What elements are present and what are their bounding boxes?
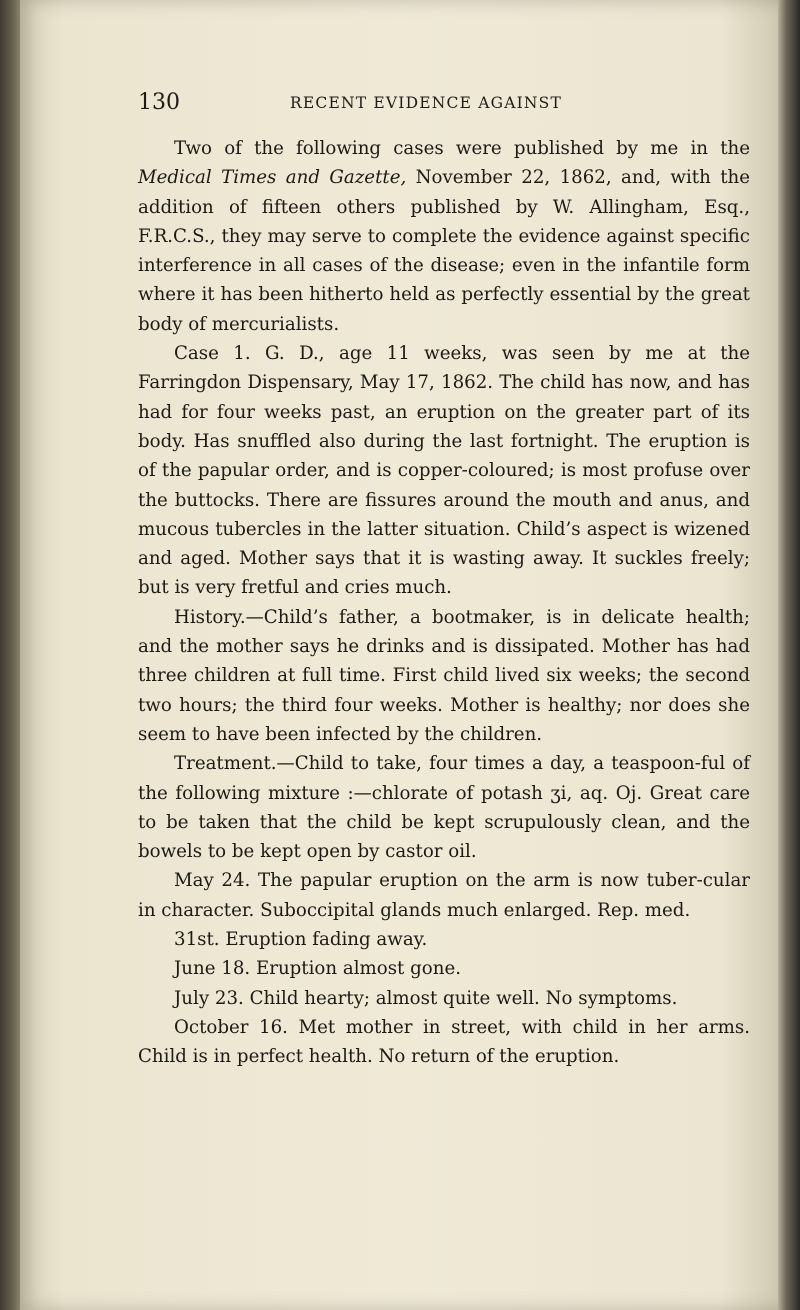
paragraph-june-18: June 18. Eruption almost gone. — [174, 958, 461, 980]
page-number: 130 — [138, 90, 180, 115]
paragraph-october-16: October 16. Met mother in street, with child in her arms. Child is in perfect health. No return of the eruption. — [138, 1016, 750, 1068]
running-title: RECENT EVIDENCE AGAINST — [290, 94, 563, 112]
paragraph-intro — [138, 134, 750, 339]
intro-text-b: November 22, 1862, and, with the addition of fifteen others published by W. Allingham, Esq., F.R.C.S., they may serve to complete the evidence against specific interference in all cases of the disease; even in the infantile form where it has been hitherto held as perfectly essential by the great body of mercurialists. — [138, 167, 750, 335]
page-edge-shadow — [778, 0, 800, 1310]
page-header — [138, 90, 750, 120]
paragraph-may-24: May 24. The papular eruption on the arm is now tuber-cular in character. Suboccipital glands much enlarged. Rep. med. — [138, 870, 750, 921]
body-text — [138, 134, 750, 1072]
paragraph-july-23: July 23. Child hearty; almost quite well. No symptoms. — [174, 987, 678, 1009]
journal-title: Medical Times and Gazette, — [138, 167, 407, 189]
paragraph-case-1: Case 1. G. D., age 11 weeks, was seen by me at the Farringdon Dispensary, May 17, 1862. The child has now, and has had for four weeks past, an eruption on the greater part of its body. Has snuffled also during the last fortnight. The eruption is of the papular order, and is copper-coloured; is most profuse over the buttocks. There are fissures around the mouth and anus, and mucous tubercles in the latter situation. Child’s aspect is wizened and aged. Mother says that it is wasting away. It suckles freely; but is very fretful and cries much. — [138, 343, 750, 599]
paragraph-history: History.—Child’s father, a bootmaker, is in delicate health; and the mother says he drinks and is dissipated. Mother has had three children at full time. First child lived six weeks; the second two hours; the third four weeks. Mother is healthy; nor does she seem to have been infected by the children. — [138, 606, 750, 745]
paragraph-treatment: Treatment.—Child to take, four times a day, a teaspoon-ful of the following mixture :—chlorate of potash ʒi, aq. Oj. Great care to be taken that the child be kept scrupulously clean, and the bowels to be kept open by castor oil. — [138, 753, 750, 863]
intro-text-a: Two of the following cases were published by me in the — [174, 138, 750, 159]
paragraph-may-31: 31st. Eruption fading away. — [174, 929, 428, 951]
